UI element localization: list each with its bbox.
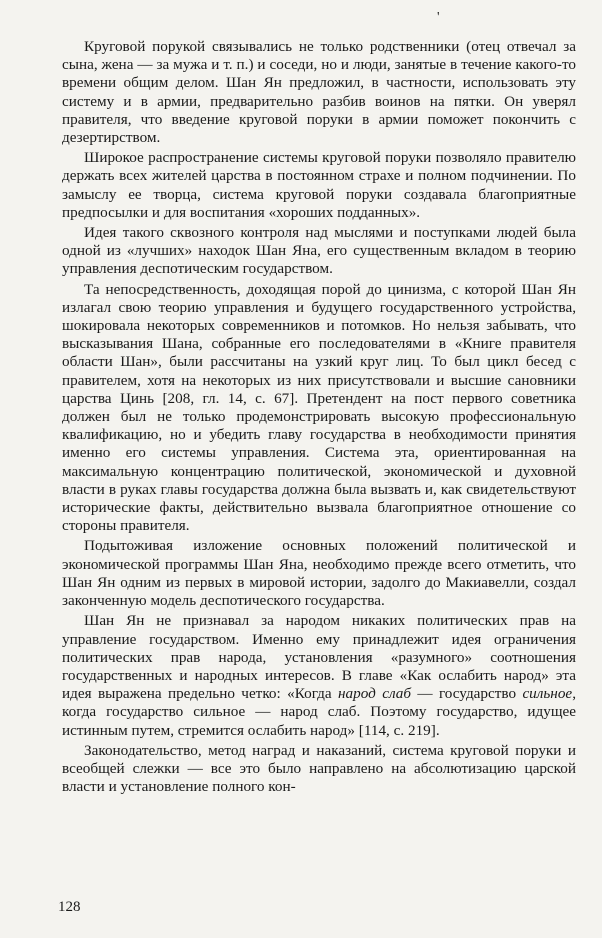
paragraph-1 [62, 38, 576, 147]
italic-text: сильное [522, 685, 573, 703]
text-run: — государство [410, 685, 523, 703]
paragraph-3 [62, 224, 576, 279]
paragraph-2 [62, 149, 576, 222]
paragraph-7 [62, 742, 576, 797]
paragraph-6 [62, 612, 576, 739]
text-run: Круговой порукой связывались не только родственники (отец отвечал за сына, жена — за мужа и т. п.) и соседи, но и люди, занятые в течение какого-то времени общим делом. Шан Ян предложил, в частности, использовать эту систему и в армии, предварительно разбив воинов на пятки. Он уверял правителя, что введение круговой поруки в армии поможет покончить с дезертирством. [62, 38, 576, 147]
text-run: Подытоживая изложение основных положений политической и экономической программы Шан Яна, необходимо прежде всего отметить, что Шан Ян одним из первых в мировой истории, задолго до Макиавелли, создал законченную модель деспотического государства. [62, 537, 576, 610]
text-run: , когда государство сильное — народ слаб. Поэтому государство, идущее истинным путем, стремится ослабить народ» [114, с. 219]. [62, 685, 576, 739]
text-run: Та непосредственность, доходящая порой до цинизма, с которой Шан Ян излагал свою теорию управления и будущего государственного устройства, шокировала некоторых современников и потомков. Но нельзя забывать, что высказывания Шана, собранные его последователями в «Книге правителя области Шан», были рассчитаны на узкий круг лиц. То был цикл бесед с правителем, хотя на некоторых из них присутствовали и высшие сановники царства Цинь [208, гл. 14, с. 67]. Претендент на пост первого советника должен был не только продемонстрировать высокую профессиональную квалификацию, но и убедить главу государства в необходимости принятия именно его системы управления. Система эта, ориентированная на максимальную концентрацию политической, экономической и духовной власти в руках главы государства должна была вызвать и, как свидетельствуют исторические факты, действительно вызвала благоприятное отношение со стороны правителя. [62, 280, 576, 535]
text-run: Идея такого сквозного контроля над мыслями и поступками людей была одной из «лучших» находок Шан Яна, его существенным вкладом в теорию управления деспотическим государством. [62, 224, 576, 278]
corner-mark: ' [437, 10, 440, 25]
paragraph-5 [62, 537, 576, 610]
text-run: Широкое распространение системы круговой поруки позволяло правителю держать всех жителей царства в постоянном страхе и полном подчинении. По замыслу ее творца, система круговой поруки создавала благоприятные предпосылки и для воспитания «хороших подданных». [62, 149, 576, 221]
italic-text: народ слаб [338, 685, 411, 703]
text-run: Шан Ян не признавал за народом никаких политических прав на управление государством. Именно ему принадлежит идея ограничения политических прав народа, установления «разумного» соотношения государственных и народных интересов. В главе «Как ослабить народ» эта идея выражена предельно четко: «Когда [62, 612, 576, 703]
paragraph-4 [62, 281, 576, 536]
page-body [62, 38, 576, 796]
page-number: 128 [58, 899, 81, 915]
text-run: Законодательство, метод наград и наказаний, система круговой поруки и всеобщей слежки — все это было направлено на абсолютизацию царской власти и установление полного кон- [62, 741, 576, 796]
